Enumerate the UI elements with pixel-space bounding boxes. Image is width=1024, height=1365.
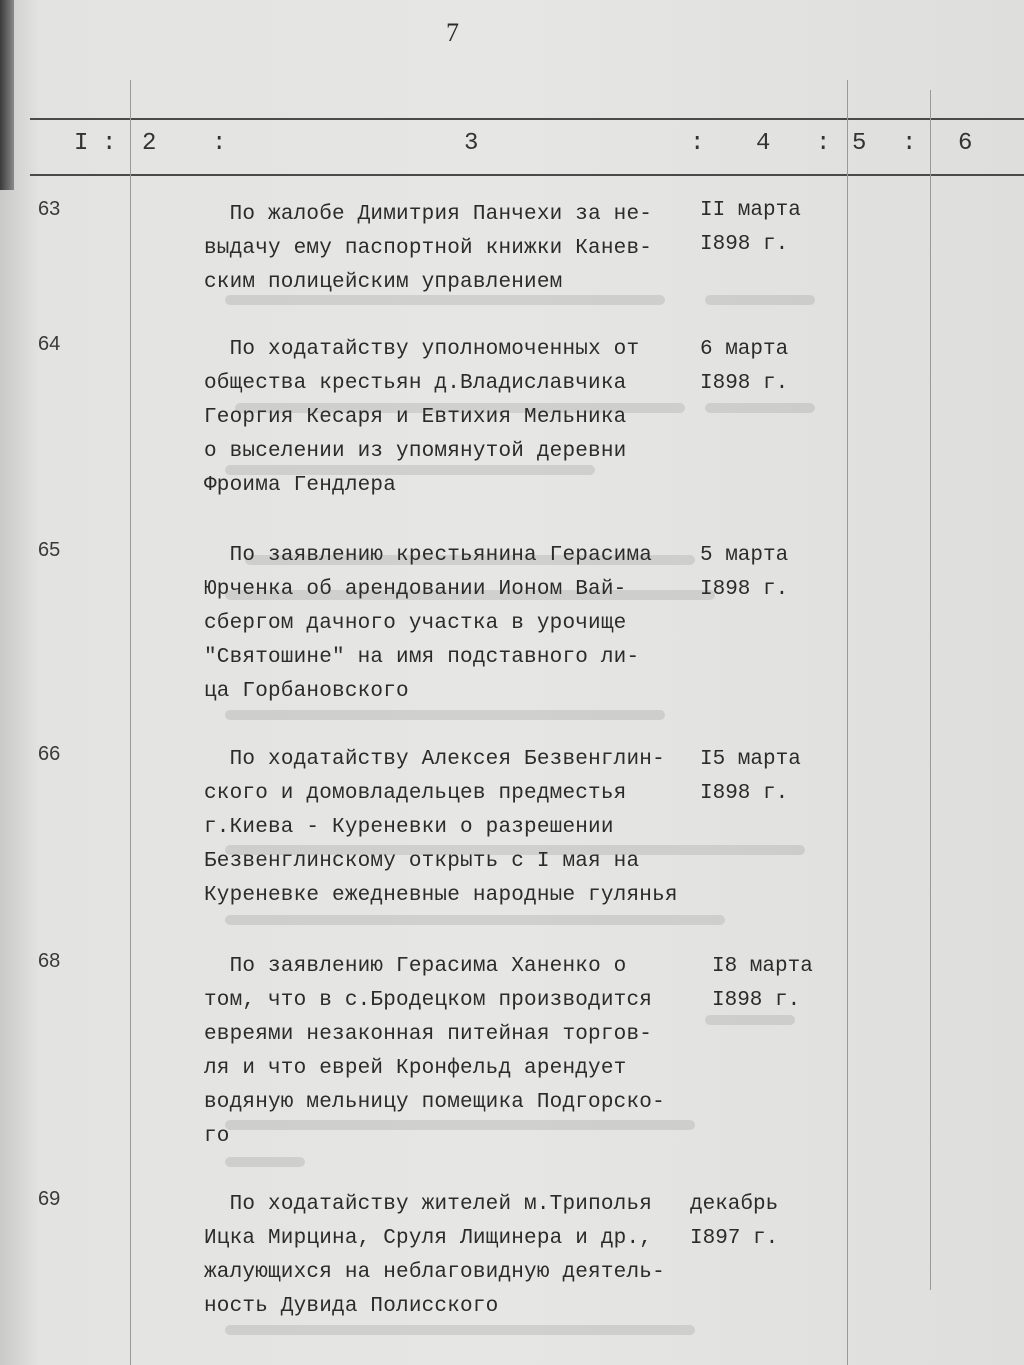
column-separator: :: [690, 130, 705, 157]
page-number: 7: [446, 18, 459, 47]
column-rule-3: [930, 90, 931, 1290]
column-header-4: 4: [756, 130, 771, 157]
entry-date: 5 марта I898 г.: [700, 544, 789, 601]
column-header-6: 6: [958, 130, 973, 157]
column-rule-1: [130, 80, 131, 1365]
column-header-5: 5: [852, 130, 867, 157]
column-header-2: 2: [142, 130, 157, 157]
entry-description: По ходатайству Алексея Безвенглин- ского и домовладельцев предместья г.Киева - Куреневки о разрешении Безвенглинскому открыть с I мая на Куреневке ежедневные народные гулянья: [204, 748, 678, 907]
column-header-row: [30, 124, 1024, 168]
column-header-1: I: [74, 130, 89, 157]
entry-number: 68: [38, 950, 61, 972]
header-bottom-rule: [30, 174, 1024, 176]
column-separator: :: [212, 130, 227, 157]
entry-description: По заявлению крестьянина Герасима Юрченка об арендовании Ионом Вай- сбергом дачного участка в урочище "Святошине" на имя подставного ли- ца Горбановского: [204, 544, 653, 703]
entry-date: I8 марта I898 г.: [712, 955, 813, 1012]
entry-number: 64: [38, 333, 61, 355]
column-separator: :: [816, 130, 831, 157]
column-rule-2: [847, 80, 848, 1365]
entry-date: II марта I898 г.: [700, 199, 801, 256]
entry-number: 66: [38, 743, 61, 765]
entry-date: декабрь I897 г.: [690, 1193, 779, 1250]
entry-date: I5 марта I898 г.: [700, 748, 801, 805]
column-separator: :: [902, 130, 917, 157]
header-top-rule: [30, 118, 1024, 120]
entry-number: 65: [38, 539, 61, 561]
entry-description: По ходатайству уполномоченных от общества крестьян д.Владиславчика Георгия Кесаря и Евтихия Мельника о выселении из упомянутой деревни Фроима Гендлера: [204, 338, 640, 497]
binding-edge: [0, 0, 14, 190]
entry-description: По жалобе Димитрия Панчехи за не- выдачу ему паспортной книжки Канев- ским полицейским управлением: [204, 203, 653, 294]
entry-number: 63: [38, 198, 61, 220]
entry-date: 6 марта I898 г.: [700, 338, 789, 395]
column-separator: :: [102, 130, 117, 157]
entry-description: По заявлению Герасима Ханенко о том, что в с.Бродецком производится евреями незаконная питейная торгов- ля и что еврей Кронфельд арендует водяную мельницу помещика Подгорско- го: [204, 955, 665, 1148]
column-header-3: 3: [464, 130, 479, 157]
entry-description: По ходатайству жителей м.Триполья Ицка Мирцина, Сруля Лищинера и др., жалующихся на неблаговидную деятель- ность Дувида Полисского: [204, 1193, 665, 1318]
entry-number: 69: [38, 1188, 61, 1210]
